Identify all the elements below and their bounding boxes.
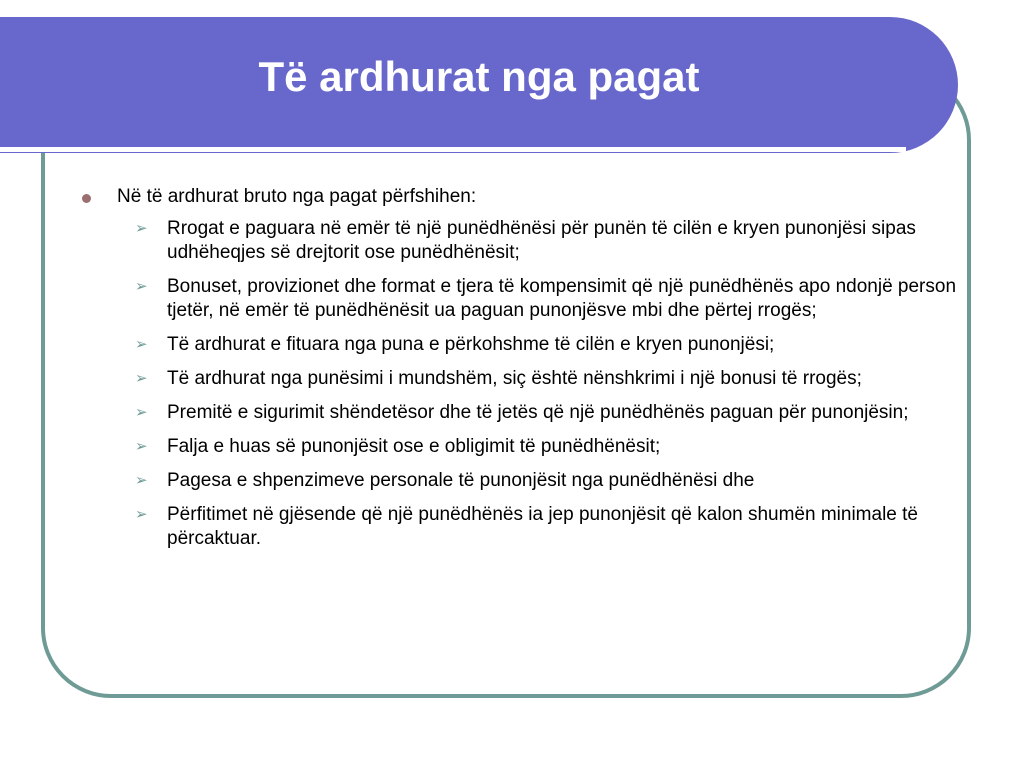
list-item-text: Përfitimet në gjësende që një punëdhënës ia jep punonjësit që kalon shumën minimale të përcaktuar.	[167, 504, 918, 549]
arrow-bullet-icon: ➢	[135, 438, 148, 455]
list-item-text: Falja e huas së punonjësit ose e obligimit të punëdhënësit;	[167, 436, 661, 457]
list-item-text: Rrogat e paguara në emër të një punëdhënësi për punën të cilën e kryen punonjësi sipas udhëheqjes së drejtorit ose punëdhënësit;	[167, 218, 916, 263]
list-item	[78, 333, 958, 357]
list-item-text: Bonuset, provizionet dhe format e tjera të kompensimit që një punëdhënës apo ndonjë person tjetër, në emër të punëdhënësit ua paguan punonjësve mbi dhe përtej rrogës;	[167, 276, 957, 321]
list-item	[78, 503, 958, 551]
arrow-bullet-icon: ➢	[135, 336, 148, 353]
list-item-text: Premitë e sigurimit shëndetësor dhe të jetës që një punëdhënës paguan për punonjësin;	[167, 402, 909, 423]
title-underline	[0, 147, 906, 152]
list-item	[78, 469, 958, 493]
slide-title: Të ardhurat nga pagat	[258, 53, 700, 100]
list-item	[78, 401, 958, 425]
arrow-bullet-icon: ➢	[135, 220, 148, 237]
sub-bullet-list	[78, 217, 958, 551]
list-item	[78, 367, 958, 391]
list-item-text: Të ardhurat e fituara nga puna e përkohshme të cilën e kryen punonjësi;	[167, 334, 775, 355]
list-item-text: Të ardhurat nga punësimi i mundshëm, siç është nënshkrimi i një bonusi të rrogës;	[167, 368, 862, 389]
arrow-bullet-icon: ➢	[135, 404, 148, 421]
arrow-bullet-icon: ➢	[135, 370, 148, 387]
bullet-intro-text: Në të ardhurat bruto nga pagat përfshihen:	[117, 186, 477, 207]
list-item	[78, 217, 958, 265]
arrow-bullet-icon: ➢	[135, 472, 148, 489]
slide-content	[78, 185, 958, 561]
circle-bullet-icon	[82, 194, 91, 203]
list-item	[78, 275, 958, 323]
arrow-bullet-icon: ➢	[135, 278, 148, 295]
title-bar	[0, 17, 958, 153]
bullet-intro	[78, 185, 958, 209]
arrow-bullet-icon: ➢	[135, 506, 148, 523]
list-item	[78, 435, 958, 459]
list-item-text: Pagesa e shpenzimeve personale të punonjësit nga punëdhënësi dhe	[167, 470, 755, 491]
